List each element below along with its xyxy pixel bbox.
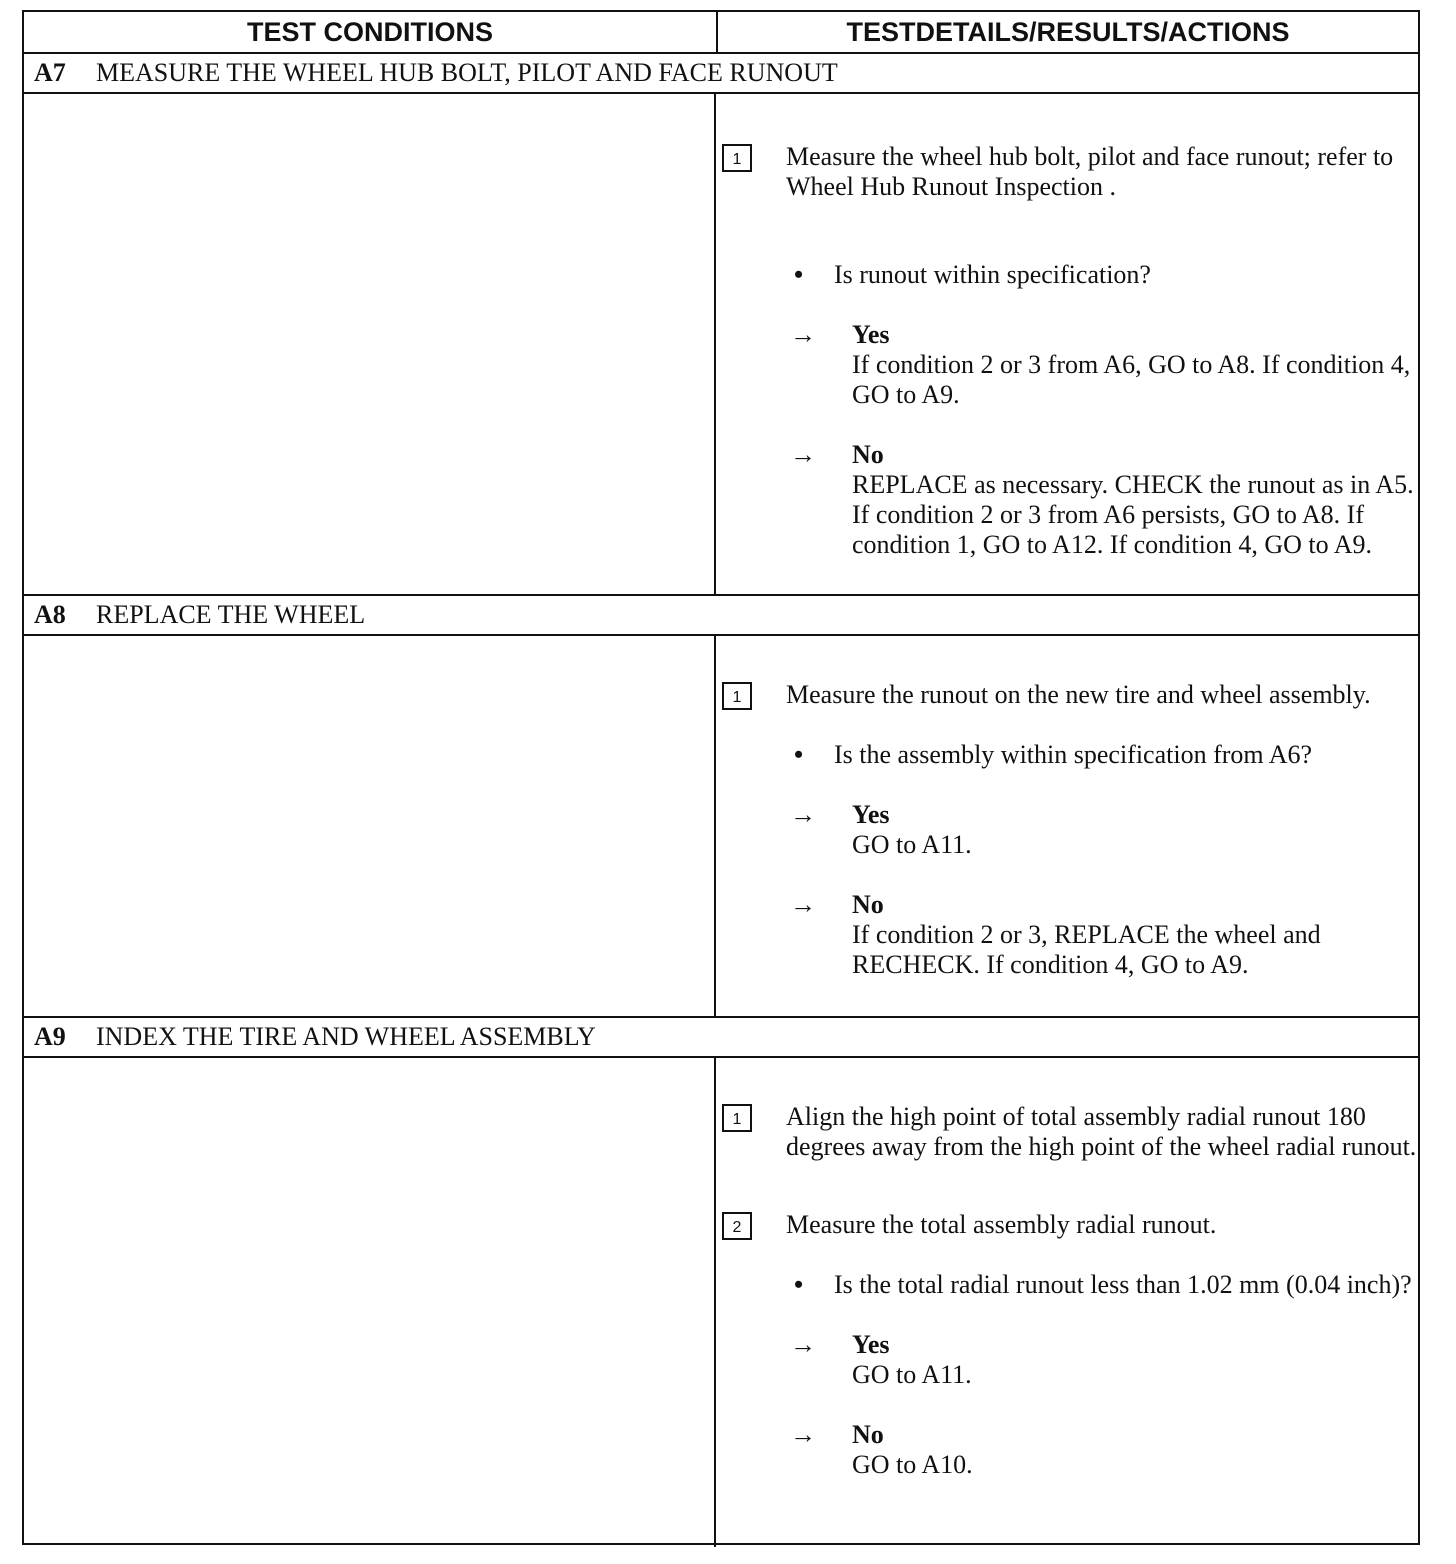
question-text: Is runout within specification? — [834, 260, 1151, 289]
section-title-a9 — [24, 1018, 1418, 1058]
answer-label: No — [852, 890, 884, 919]
section-title-text: MEASURE THE WHEEL HUB BOLT, PILOT AND FACE RUNOUT — [96, 58, 838, 87]
answer-yes — [790, 1330, 1418, 1390]
section-title-a7 — [24, 54, 1418, 94]
answer-label: Yes — [852, 320, 890, 349]
arrow-right-icon: → — [790, 1330, 816, 1359]
diagnostic-table — [22, 10, 1420, 1545]
step-2 — [732, 1210, 1418, 1240]
question — [794, 1270, 1418, 1300]
step-1 — [732, 1102, 1418, 1162]
arrow-right-icon: → — [790, 320, 816, 349]
answer-text: GO to A10. — [852, 1450, 973, 1479]
answer-label: No — [852, 1420, 884, 1449]
header-test-conditions: TEST CONDITIONS — [24, 12, 718, 52]
section-title-a8 — [24, 596, 1418, 636]
test-details-cell — [716, 636, 1418, 1016]
answer-no — [790, 1420, 1418, 1480]
step-text: Align the high point of total assembly radial runout 180 degrees away from the high point of the wheel radial runout. — [786, 1102, 1417, 1161]
answer-text: GO to A11. — [852, 1360, 972, 1389]
section-body-a9 — [24, 1058, 1418, 1547]
step-1 — [732, 142, 1418, 202]
question-text: Is the total radial runout less than 1.02 mm (0.04 inch)? — [834, 1270, 1412, 1299]
question — [794, 260, 1418, 290]
table-header — [24, 12, 1418, 54]
arrow-right-icon: → — [790, 800, 816, 829]
step-text: Measure the total assembly radial runout. — [786, 1210, 1217, 1239]
answer-text: REPLACE as necessary. CHECK the runout as in A5. If condition 2 or 3 from A6 persists, GO to A8. If condition 1, GO to A12. If condition 4, GO to A9. — [852, 470, 1414, 559]
test-conditions-cell — [24, 636, 716, 1016]
step-number-box: 1 — [722, 682, 752, 710]
step-text: Measure the wheel hub bolt, pilot and face runout; refer to Wheel Hub Runout Inspection . — [786, 142, 1394, 201]
step-number-box: 1 — [722, 144, 752, 172]
answer-label: No — [852, 440, 884, 469]
test-conditions-cell — [24, 1058, 716, 1547]
answer-label: Yes — [852, 800, 890, 829]
bullet-icon: • — [794, 740, 804, 769]
test-details-cell — [716, 1058, 1418, 1547]
section-number: A8 — [34, 600, 66, 629]
step-1 — [732, 680, 1418, 710]
question — [794, 740, 1418, 770]
bullet-icon: • — [794, 1270, 804, 1299]
test-details-cell — [716, 94, 1418, 594]
answer-yes — [790, 800, 1418, 860]
section-number: A9 — [34, 1022, 66, 1051]
section-title-text: INDEX THE TIRE AND WHEEL ASSEMBLY — [96, 1022, 596, 1051]
answer-no — [790, 890, 1418, 980]
header-test-details: TESTDETAILS/RESULTS/ACTIONS — [846, 16, 1290, 47]
step-number-box: 1 — [722, 1104, 752, 1132]
section-body-a8 — [24, 636, 1418, 1018]
test-conditions-cell — [24, 94, 716, 594]
answer-yes — [790, 320, 1418, 410]
answer-text: If condition 2 or 3, REPLACE the wheel and RECHECK. If condition 4, GO to A9. — [852, 920, 1321, 979]
section-body-a7 — [24, 94, 1418, 596]
answer-label: Yes — [852, 1330, 890, 1359]
answer-no — [790, 440, 1418, 560]
arrow-right-icon: → — [790, 1420, 816, 1449]
section-number: A7 — [34, 58, 66, 87]
arrow-right-icon: → — [790, 890, 816, 919]
arrow-right-icon: → — [790, 440, 816, 469]
question-text: Is the assembly within specification from A6? — [834, 740, 1313, 769]
answer-text: GO to A11. — [852, 830, 972, 859]
step-text: Measure the runout on the new tire and wheel assembly. — [786, 680, 1371, 709]
step-number-box: 2 — [722, 1212, 752, 1240]
answer-text: If condition 2 or 3 from A6, GO to A8. If condition 4, GO to A9. — [852, 350, 1411, 409]
bullet-icon: • — [794, 260, 804, 289]
section-title-text: REPLACE THE WHEEL — [96, 600, 366, 629]
